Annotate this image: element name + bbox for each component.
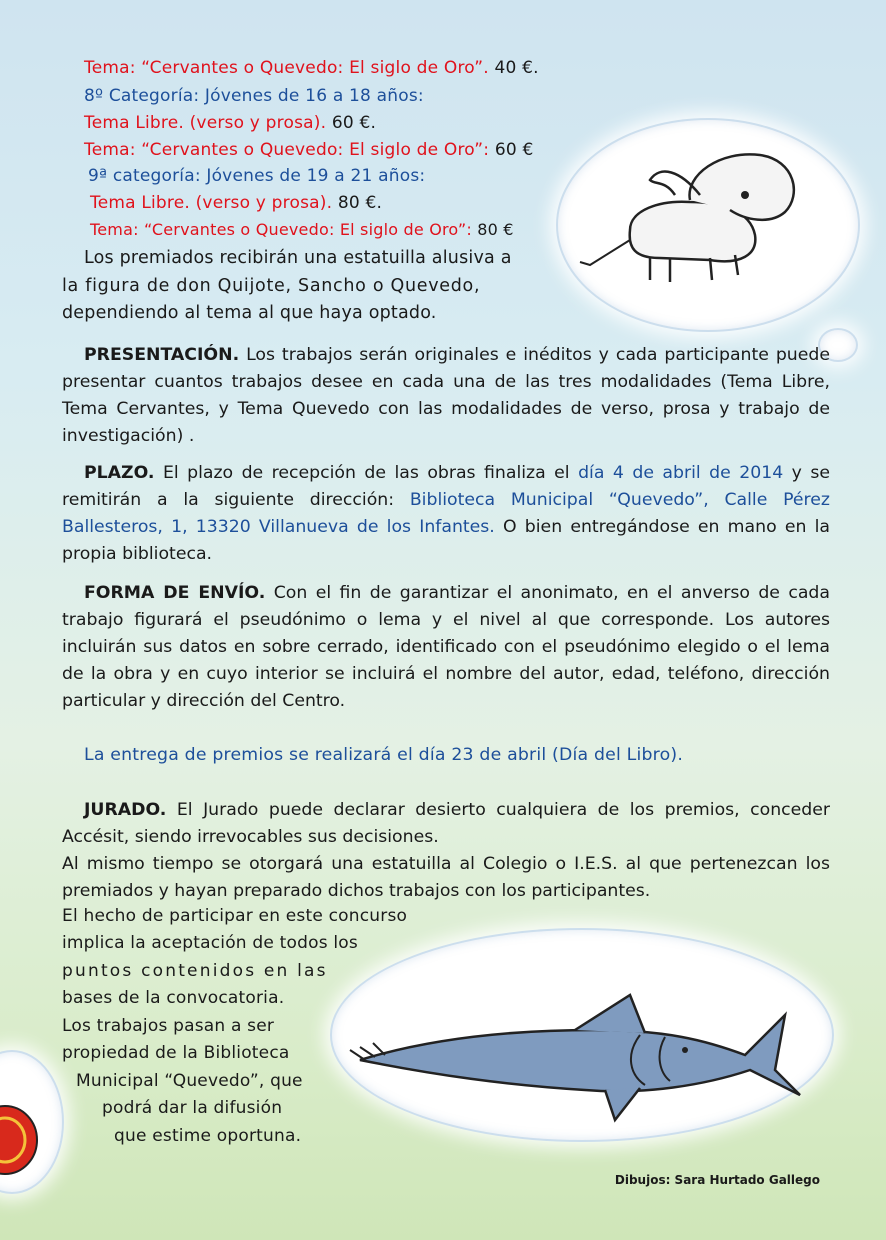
jurado-text-2: Al mismo tiempo se otorgará una estatuilla al Colegio o I.E.S. al que pertenezcan los premiados y hayan preparado dichos trabajos con los participantes. xyxy=(62,854,830,901)
category-8-heading: 8º Categoría: Jóvenes de 16 a 18 años: xyxy=(84,86,424,106)
prize-line: Tema: “Cervantes o Quevedo: El siglo de Oro”: 60 € xyxy=(84,140,534,160)
envio-heading: FORMA DE ENVÍO. xyxy=(84,583,266,603)
fish-drawing xyxy=(345,985,805,1125)
closing-line: Municipal “Quevedo”, que xyxy=(76,1071,303,1091)
prize-line: Tema Libre. (verso y prosa). 60 €. xyxy=(84,113,377,133)
red-object-drawing xyxy=(0,1100,40,1180)
closing-line: bases de la convocatoria. xyxy=(62,988,285,1008)
awards-text: la figura de don Quijote, Sancho o Quevedo, xyxy=(62,276,481,296)
prize-line: Tema Libre. (verso y prosa). 80 €. xyxy=(90,193,383,213)
library-address: Biblioteca Municipal “Quevedo”, Calle Pérez Ballesteros, 1, 13320 Villanueva de los Infantes. xyxy=(62,490,830,537)
presentacion-section xyxy=(62,342,830,450)
plazo-heading: PLAZO. xyxy=(84,463,155,483)
presentacion-heading: PRESENTACIÓN. xyxy=(84,345,240,365)
prize-line: Tema: “Cervantes o Quevedo: El siglo de Oro”: 80 € xyxy=(90,220,514,239)
jurado-text: El Jurado puede declarar desierto cualquiera de los premios, conceder Accésit, siendo irrevocables sus decisiones. xyxy=(62,800,830,847)
awards-text: dependiendo al tema al que haya optado. xyxy=(62,303,437,323)
illustration-credit: Dibujos: Sara Hurtado Gallego xyxy=(614,1173,820,1187)
plazo-section xyxy=(62,460,830,568)
closing-line: El hecho de participar en este concurso xyxy=(62,906,408,926)
jurado-heading: JURADO. xyxy=(84,800,167,820)
envio-section xyxy=(62,580,830,715)
closing-line: podrá dar la difusión xyxy=(102,1098,283,1118)
prize-line: Tema: “Cervantes o Quevedo: El siglo de Oro”. 40 €. xyxy=(84,58,539,78)
closing-line: que estime oportuna. xyxy=(114,1126,302,1146)
jurado-section xyxy=(62,797,830,905)
elephant-drawing xyxy=(570,140,810,300)
presentacion-text: Los trabajos serán originales e inéditos y cada participante puede presentar cuantos trabajos desee en cada una de las tres modalidades (Tema Libre, Tema Cervantes, y Tema Quevedo con las modalidades de verso, prosa y trabajo de investigación) . xyxy=(62,345,830,446)
closing-line: Los trabajos pasan a ser xyxy=(62,1016,275,1036)
closing-line: puntos contenidos en las xyxy=(62,961,328,981)
plazo-text: El plazo de recepción de las obras finaliza el xyxy=(162,463,570,483)
category-9-heading: 9ª categoría: Jóvenes de 19 a 21 años: xyxy=(88,166,426,186)
plazo-text: O bien entregándose en mano en la propia biblioteca. xyxy=(62,517,830,564)
envio-text: Con el fin de garantizar el anonimato, en el anverso de cada trabajo figurará el pseudónimo o lema y el nivel al que corresponde. Los autores incluirán sus datos en sobre cerrado, identificado con el pseudónimo elegido o el lema de la obra y en cuyo interior se incluirá el nombre del autor, edad, teléfono, dirección particular y dirección del Centro. xyxy=(62,583,830,711)
plazo-text: y se remitirán a la siguiente dirección: xyxy=(62,463,830,510)
deadline-date: día 4 de abril de 2014 xyxy=(578,463,784,483)
closing-line: implica la aceptación de todos los xyxy=(62,933,358,953)
award-ceremony-text: La entrega de premios se realizará el día 23 de abril (Día del Libro). xyxy=(84,745,684,765)
closing-line: propiedad de la Biblioteca xyxy=(62,1043,290,1063)
awards-text: Los premiados recibirán una estatuilla alusiva a xyxy=(84,248,512,268)
